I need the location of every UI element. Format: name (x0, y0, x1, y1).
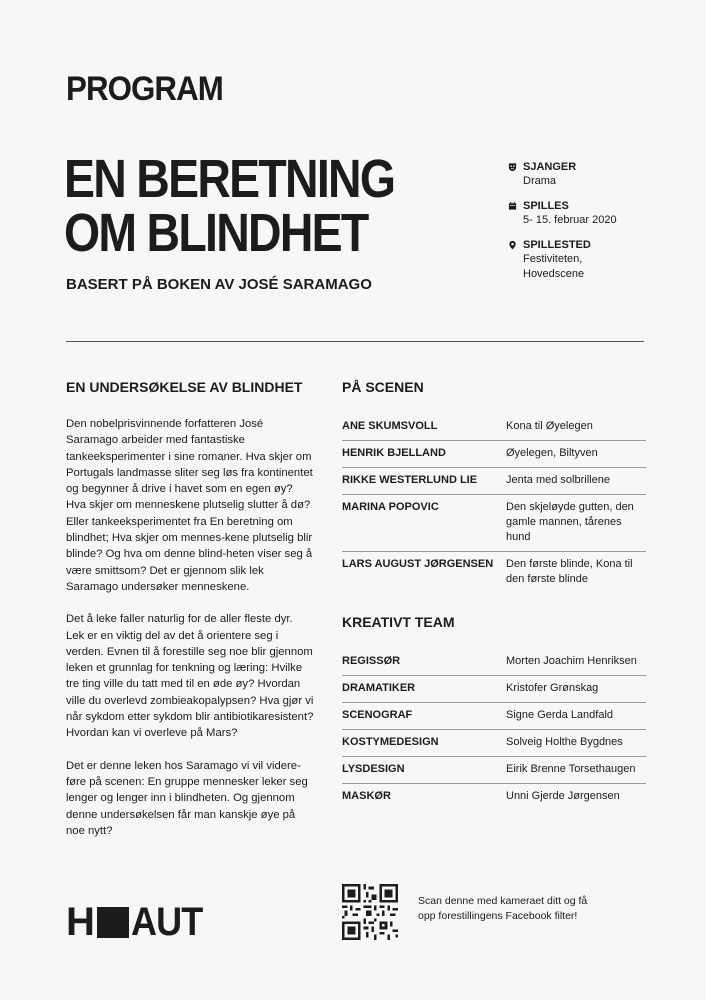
cast-name: LARS AUGUST JØRGENSEN (342, 558, 494, 570)
article-heading: EN UNDERSØKELSE AV BLINDHET (66, 379, 303, 395)
cast-name: MARINA POPOVIC (342, 501, 439, 513)
cast-heading: PÅ SCENEN (342, 379, 424, 395)
genre-label: SJANGER (523, 161, 577, 173)
team-role: REGISSØR (342, 655, 401, 667)
cast-role: Kona til Øyelegen (506, 420, 593, 432)
dates-label: SPILLES (523, 200, 569, 212)
location-pin-icon (508, 240, 517, 250)
venue-value: Festiviteten, Hovedscene (523, 253, 585, 280)
meta-dates (508, 199, 688, 228)
team-row (342, 676, 646, 703)
cast-table (342, 414, 646, 593)
genre-value: Drama (523, 175, 557, 187)
haut-logo (66, 902, 210, 942)
venue-label: SPILLESTED (523, 239, 591, 251)
team-table (342, 649, 646, 810)
credits (342, 378, 646, 810)
team-role: SCENOGRAF (342, 709, 413, 721)
meta-venue (508, 238, 688, 282)
team-row (342, 703, 646, 730)
team-role: KOSTYMEDESIGN (342, 736, 439, 748)
cast-row (342, 552, 646, 593)
subtitle: BASERT PÅ BOKEN AV JOSÉ SARAMAGO (66, 276, 372, 293)
team-row (342, 730, 646, 757)
cast-role: Øyelegen, Biltyven (506, 447, 598, 459)
dates-value: 5- 15. februar 2020 (523, 214, 617, 226)
team-name: Morten Joachim Henriksen (506, 655, 637, 667)
article-paragraph-2: Det å leke faller naturlig for de aller fleste dyr. Lek er en viktig del av det å orientere seg i verden. Evnen til å forestille seg noe blir gjennom leken et grunnlag for tenkning og læring: Hvilke tre ting ville du tatt med til en øde øy? Hvordan ville du overlevd zombieakopalypsen? Hva gjør vi når sykdom etter sykdom blir antibiotikaresistent? Hvordan kan vi overleve på Mars? (66, 613, 314, 740)
cast-row (342, 495, 646, 552)
title-line-1: EN BERETNING (64, 149, 395, 209)
cast-role: Den skjeløyde gutten, den gamle mannen, tårenes hund (506, 501, 634, 543)
team-name: Unni Gjerde Jørgensen (506, 790, 620, 802)
calendar-icon (508, 201, 517, 211)
program-label: PROGRAM (66, 70, 223, 108)
team-row (342, 649, 646, 676)
team-role: DRAMATIKER (342, 682, 416, 694)
article-paragraph-3: Det er denne leken hos Saramago vi vil videre-føre på scenen: En gruppe mennesker leker seg lenger og lenger inn i blindheten. Og gjennom denne undersøkelsen får man kanskje øye på noe nytt? (66, 759, 308, 837)
team-row (342, 757, 646, 784)
cast-row (342, 468, 646, 495)
cast-row (342, 414, 646, 441)
team-heading: KREATIVT TEAM (342, 614, 455, 630)
theater-mask-icon (508, 162, 517, 172)
cast-role: Den første blinde, Kona til den første blinde (506, 558, 633, 585)
qr-instructions: Scan denne med kameraet ditt og få opp forestillingens Facebook filter! (418, 895, 588, 922)
title-line-2: OM BLINDHET (64, 203, 368, 263)
cast-name: HENRIK BJELLAND (342, 447, 446, 459)
logo-letter-h: H (66, 900, 95, 944)
team-role: MASKØR (342, 790, 391, 802)
team-name: Eirik Brenne Torsethaugen (506, 763, 636, 775)
team-name: Solveig Holthe Bygdnes (506, 736, 623, 748)
cast-name: RIKKE WESTERLUND LIE (342, 474, 478, 486)
article-paragraph-1: Den nobelprisvinnende forfatteren José Saramago arbeider med fantastiske tankeeksperimenter i sine romaner. Hva skjer om Portugals landmasse sliter seg løs fra kontinentet og begynner å drive i havet som en egen øy? Hva skjer om menneskene plutselig slutter å dø? Eller tankeeksperimentet fra En beretning om blindhet; Hva skjer om mennes-kene plutselig blir blinde? Og hva om denne blind-heten viser seg å være smittsom? Det er gjennom slik lek Saramago undersøker menneskene. (66, 418, 313, 593)
logo-block (97, 907, 129, 938)
page-title (64, 149, 395, 263)
meta-info (508, 160, 688, 292)
meta-genre (508, 160, 688, 189)
cast-role: Jenta med solbrillene (506, 474, 610, 486)
cast-row (342, 441, 646, 468)
logo-letters-aut: AUT (130, 900, 203, 944)
team-row (342, 784, 646, 810)
article (66, 378, 314, 855)
header-divider (66, 341, 644, 342)
team-name: Kristofer Grønskag (506, 682, 599, 694)
team-name: Signe Gerda Landfald (506, 709, 614, 721)
qr-code-icon (342, 884, 398, 940)
team-role: LYSDESIGN (342, 763, 405, 775)
cast-name: ANE SKUMSVOLL (342, 420, 438, 432)
